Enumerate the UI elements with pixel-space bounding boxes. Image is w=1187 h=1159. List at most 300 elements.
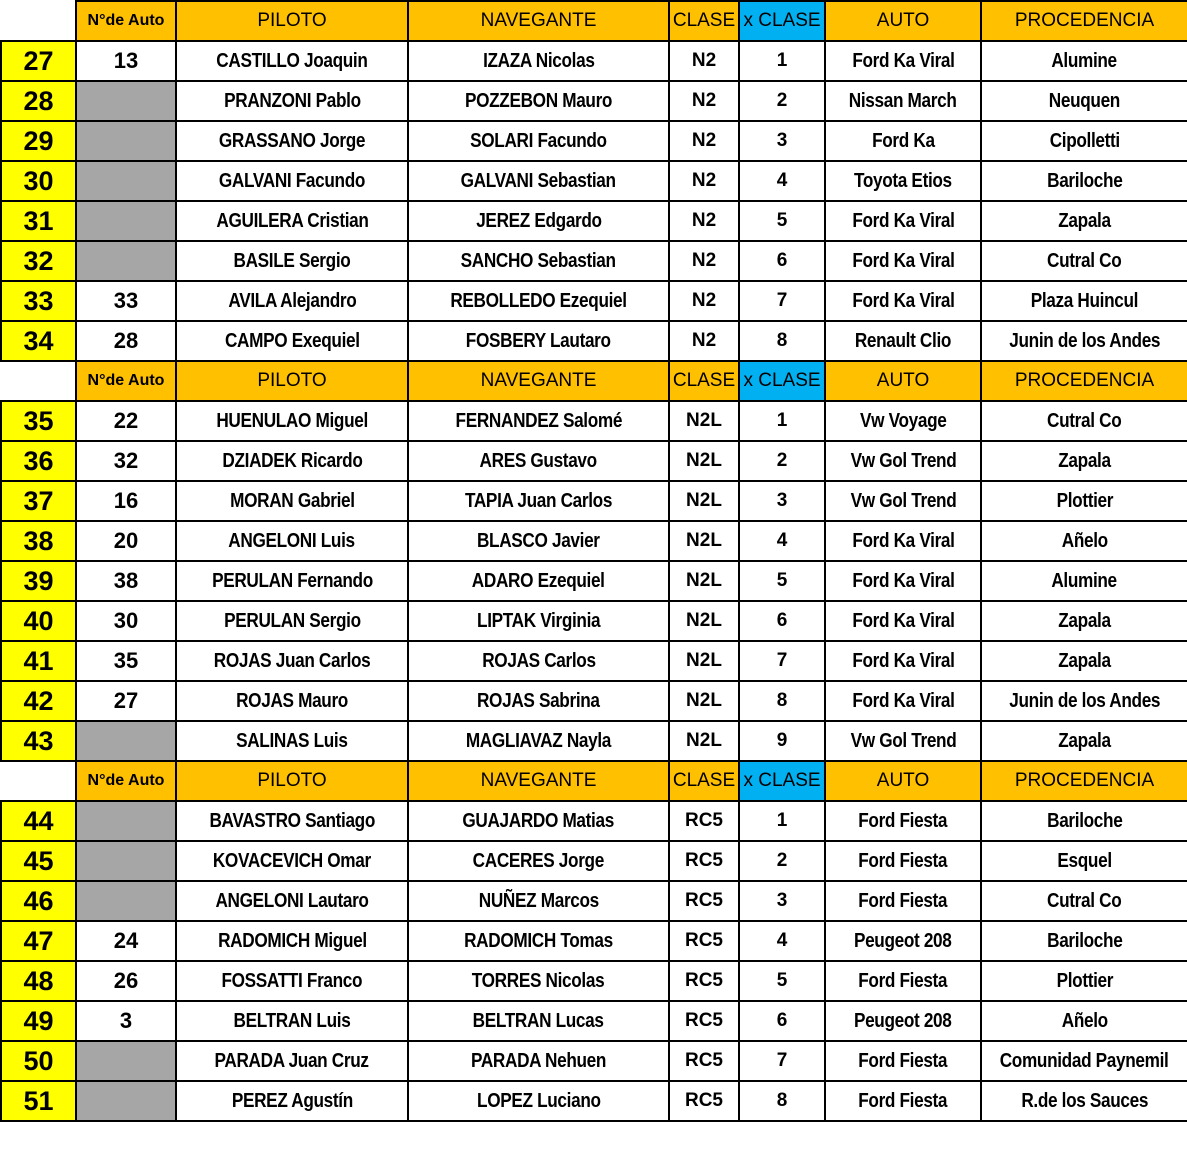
position-cell: 29: [1, 121, 76, 161]
car-number-cell: [76, 241, 176, 281]
navigator-cell: [408, 401, 669, 441]
table-row: [1, 161, 1187, 201]
navigator-cell-text: POZZEBON Mauro: [464, 89, 613, 112]
origin-cell-text: Cipolletti: [1049, 129, 1120, 152]
origin-cell-text: Añelo: [1061, 1009, 1108, 1032]
origin-cell-text: Junin de los Andes: [1009, 329, 1160, 352]
car-cell: [825, 961, 981, 1001]
car-cell: [825, 121, 981, 161]
car-cell-text: Ford Ka: [871, 129, 935, 152]
navigator-cell: [408, 201, 669, 241]
navigator-cell-text: SOLARI Facundo: [470, 129, 607, 152]
table-row: [1, 121, 1187, 161]
car-cell: [825, 441, 981, 481]
position-cell: 35: [1, 401, 76, 441]
class-cell: N2: [669, 241, 739, 281]
pilot-cell-text: AVILA Alejandro: [227, 289, 356, 312]
navigator-cell: [408, 801, 669, 841]
class-cell: RC5: [669, 881, 739, 921]
origin-cell-text: Zapala: [1058, 649, 1111, 672]
origin-cell: [981, 641, 1187, 681]
car-number-cell: 20: [76, 521, 176, 561]
navigator-cell: [408, 681, 669, 721]
position-cell: 33: [1, 281, 76, 321]
pilot-cell: [176, 441, 408, 481]
origin-cell-text: Neuquen: [1048, 89, 1121, 112]
car-cell-text: Vw Gol Trend: [850, 489, 956, 512]
position-cell: 37: [1, 481, 76, 521]
pilot-cell: [176, 201, 408, 241]
pilot-cell: [176, 1041, 408, 1081]
car-cell: [825, 241, 981, 281]
navigator-cell-text: TAPIA Juan Carlos: [464, 489, 613, 512]
per-class-cell: 1: [739, 801, 825, 841]
car-number-cell: [76, 161, 176, 201]
car-cell: [825, 641, 981, 681]
per-class-cell: 5: [739, 561, 825, 601]
table-row: [1, 1001, 1187, 1041]
car-cell: [825, 681, 981, 721]
pilot-cell-text: ROJAS Mauro: [236, 689, 348, 712]
car-number-cell: [76, 81, 176, 121]
car-number-cell: 24: [76, 921, 176, 961]
navigator-cell: [408, 241, 669, 281]
pilot-cell-text: MORAN Gabriel: [229, 489, 355, 512]
pilot-cell: [176, 81, 408, 121]
pilot-cell-text: CAMPO Exequiel: [224, 329, 360, 352]
origin-cell: [981, 121, 1187, 161]
origin-cell-text: Comunidad Paynemil: [1000, 1049, 1169, 1072]
header-origin: PROCEDENCIA: [981, 1, 1187, 41]
pilot-cell-text: ANGELONI Lautaro: [215, 889, 369, 912]
per-class-cell: 8: [739, 321, 825, 361]
car-cell: [825, 201, 981, 241]
per-class-cell: 1: [739, 401, 825, 441]
position-cell: 49: [1, 1001, 76, 1041]
navigator-cell-text: CACERES Jorge: [472, 849, 605, 872]
per-class-cell: 2: [739, 441, 825, 481]
navigator-cell: [408, 921, 669, 961]
section-header-row: [1, 761, 1187, 801]
table-row: [1, 401, 1187, 441]
car-cell-text: Ford Fiesta: [858, 1049, 948, 1072]
position-cell: 31: [1, 201, 76, 241]
header-pilot: PILOTO: [176, 761, 408, 801]
pilot-cell: [176, 721, 408, 761]
table-row: [1, 281, 1187, 321]
navigator-cell-text: FERNANDEZ Salomé: [455, 409, 622, 432]
class-cell: N2: [669, 201, 739, 241]
class-cell: RC5: [669, 1081, 739, 1121]
table-row: [1, 841, 1187, 881]
car-cell-text: Ford Ka Viral: [851, 689, 955, 712]
car-number-cell: [76, 721, 176, 761]
per-class-cell: 4: [739, 521, 825, 561]
pilot-cell-text: PERULAN Sergio: [223, 609, 361, 632]
per-class-cell: 9: [739, 721, 825, 761]
table-row: [1, 961, 1187, 1001]
origin-cell: [981, 321, 1187, 361]
origin-cell: [981, 41, 1187, 81]
car-number-cell: 35: [76, 641, 176, 681]
class-cell: N2L: [669, 401, 739, 441]
pilot-cell-text: RADOMICH Miguel: [217, 929, 367, 952]
car-cell: [825, 161, 981, 201]
origin-cell: [981, 161, 1187, 201]
pilot-cell-text: DZIADEK Ricardo: [221, 449, 363, 472]
pilot-cell-text: GALVANI Facundo: [218, 169, 366, 192]
table-row: [1, 721, 1187, 761]
origin-cell: [981, 81, 1187, 121]
class-cell: N2: [669, 121, 739, 161]
origin-cell: [981, 961, 1187, 1001]
navigator-cell-text: TORRES Nicolas: [472, 969, 605, 992]
origin-cell: [981, 601, 1187, 641]
car-cell-text: Toyota Etios: [854, 169, 952, 192]
pilot-cell: [176, 41, 408, 81]
class-cell: N2: [669, 81, 739, 121]
pilot-cell-text: FOSSATTI Franco: [221, 969, 363, 992]
navigator-cell-text: MAGLIAVAZ Nayla: [465, 729, 612, 752]
position-cell: 48: [1, 961, 76, 1001]
table-row: [1, 241, 1187, 281]
car-cell-text: Vw Gol Trend: [850, 729, 956, 752]
position-cell: 32: [1, 241, 76, 281]
navigator-cell: [408, 81, 669, 121]
navigator-cell: [408, 1041, 669, 1081]
navigator-cell-text: ROJAS Carlos: [481, 649, 596, 672]
car-cell-text: Ford Ka Viral: [851, 609, 955, 632]
origin-cell-text: Zapala: [1058, 609, 1111, 632]
pilot-cell-text: ROJAS Juan Carlos: [213, 649, 371, 672]
pilot-cell: [176, 561, 408, 601]
navigator-cell: [408, 881, 669, 921]
origin-cell-text: Zapala: [1058, 449, 1111, 472]
pilot-cell-text: GRASSANO Jorge: [218, 129, 366, 152]
origin-cell-text: Bariloche: [1046, 929, 1123, 952]
pilot-cell: [176, 921, 408, 961]
car-cell-text: Ford Ka Viral: [851, 529, 955, 552]
navigator-cell: [408, 521, 669, 561]
class-cell: N2L: [669, 681, 739, 721]
per-class-cell: 4: [739, 921, 825, 961]
navigator-cell-text: FOSBERY Lautaro: [466, 329, 611, 352]
pilot-cell-text: PERULAN Fernando: [211, 569, 373, 592]
header-navigator: NAVEGANTE: [408, 361, 669, 401]
origin-cell-text: R.de los Sauces: [1021, 1089, 1148, 1112]
per-class-cell: 3: [739, 121, 825, 161]
header-car-number: N°de Auto: [76, 1, 176, 41]
header-car: AUTO: [825, 361, 981, 401]
origin-cell: [981, 521, 1187, 561]
header-car: AUTO: [825, 761, 981, 801]
origin-cell-text: Zapala: [1058, 729, 1111, 752]
navigator-cell: [408, 321, 669, 361]
pilot-cell: [176, 321, 408, 361]
header-navigator: NAVEGANTE: [408, 1, 669, 41]
car-cell: [825, 321, 981, 361]
class-cell: N2L: [669, 521, 739, 561]
origin-cell-text: Plottier: [1056, 489, 1113, 512]
pilot-cell-text: PRANZONI Pablo: [223, 89, 361, 112]
navigator-cell-text: GALVANI Sebastian: [460, 169, 617, 192]
position-cell: 40: [1, 601, 76, 641]
car-number-cell: 33: [76, 281, 176, 321]
navigator-cell-text: SANCHO Sebastian: [460, 249, 617, 272]
class-cell: N2: [669, 41, 739, 81]
car-cell: [825, 561, 981, 601]
pilot-cell: [176, 1001, 408, 1041]
car-cell-text: Ford Fiesta: [858, 1089, 948, 1112]
origin-cell: [981, 1041, 1187, 1081]
origin-cell: [981, 801, 1187, 841]
header-blank-cell: [1, 761, 76, 801]
origin-cell-text: Plottier: [1056, 969, 1113, 992]
pilot-cell-text: AGUILERA Cristian: [215, 209, 369, 232]
navigator-cell-text: JEREZ Edgardo: [475, 209, 602, 232]
pilot-cell: [176, 481, 408, 521]
pilot-cell: [176, 881, 408, 921]
origin-cell-text: Esquel: [1057, 849, 1112, 872]
header-origin: PROCEDENCIA: [981, 761, 1187, 801]
car-cell-text: Ford Ka Viral: [851, 289, 955, 312]
pilot-cell-text: ANGELONI Luis: [228, 529, 356, 552]
table-row: [1, 1081, 1187, 1121]
position-cell: 27: [1, 41, 76, 81]
navigator-cell: [408, 1081, 669, 1121]
car-number-cell: 13: [76, 41, 176, 81]
car-cell: [825, 1041, 981, 1081]
car-cell-text: Ford Fiesta: [858, 809, 948, 832]
table-row: [1, 881, 1187, 921]
car-cell-text: Nissan March: [849, 89, 957, 112]
position-cell: 30: [1, 161, 76, 201]
origin-cell: [981, 401, 1187, 441]
car-number-cell: 26: [76, 961, 176, 1001]
position-cell: 41: [1, 641, 76, 681]
navigator-cell: [408, 281, 669, 321]
per-class-cell: 7: [739, 1041, 825, 1081]
car-cell-text: Ford Ka Viral: [851, 249, 955, 272]
pilot-cell: [176, 801, 408, 841]
header-car-number: N°de Auto: [76, 361, 176, 401]
pilot-cell: [176, 961, 408, 1001]
navigator-cell-text: LIPTAK Virginia: [476, 609, 601, 632]
pilot-cell: [176, 521, 408, 561]
car-cell-text: Vw Gol Trend: [850, 449, 956, 472]
header-class: CLASE: [669, 361, 739, 401]
results-table-body: [1, 1, 1187, 1121]
car-number-cell: 28: [76, 321, 176, 361]
navigator-cell: [408, 601, 669, 641]
origin-cell-text: Alumine: [1051, 49, 1118, 72]
origin-cell: [981, 481, 1187, 521]
car-cell: [825, 881, 981, 921]
origin-cell-text: Cutral Co: [1047, 889, 1122, 912]
car-number-cell: 27: [76, 681, 176, 721]
class-cell: N2: [669, 281, 739, 321]
origin-cell: [981, 921, 1187, 961]
car-cell: [825, 81, 981, 121]
class-cell: N2L: [669, 721, 739, 761]
car-number-cell: 38: [76, 561, 176, 601]
per-class-cell: 5: [739, 201, 825, 241]
car-cell-text: Ford Ka Viral: [851, 569, 955, 592]
header-car: AUTO: [825, 1, 981, 41]
section-header-row: [1, 1, 1187, 41]
navigator-cell: [408, 481, 669, 521]
origin-cell-text: Bariloche: [1046, 169, 1123, 192]
per-class-cell: 6: [739, 241, 825, 281]
table-row: [1, 681, 1187, 721]
position-cell: 39: [1, 561, 76, 601]
origin-cell-text: Zapala: [1058, 209, 1111, 232]
class-cell: RC5: [669, 1001, 739, 1041]
position-cell: 44: [1, 801, 76, 841]
pilot-cell: [176, 161, 408, 201]
navigator-cell-text: BLASCO Javier: [477, 529, 600, 552]
car-number-cell: 30: [76, 601, 176, 641]
origin-cell: [981, 681, 1187, 721]
origin-cell-text: Plaza Huincul: [1030, 289, 1139, 312]
class-cell: N2L: [669, 441, 739, 481]
car-number-cell: [76, 121, 176, 161]
pilot-cell-text: BELTRAN Luis: [233, 1009, 351, 1032]
car-cell: [825, 1001, 981, 1041]
origin-cell: [981, 241, 1187, 281]
pilot-cell-text: PARADA Juan Cruz: [214, 1049, 370, 1072]
per-class-cell: 7: [739, 281, 825, 321]
per-class-cell: 5: [739, 961, 825, 1001]
pilot-cell: [176, 641, 408, 681]
table-row: [1, 441, 1187, 481]
pilot-cell-text: BASILE Sergio: [233, 249, 351, 272]
class-cell: RC5: [669, 801, 739, 841]
per-class-cell: 3: [739, 881, 825, 921]
origin-cell: [981, 881, 1187, 921]
section-header-row: [1, 361, 1187, 401]
origin-cell: [981, 201, 1187, 241]
pilot-cell: [176, 401, 408, 441]
class-cell: N2L: [669, 561, 739, 601]
pilot-cell-text: BAVASTRO Santiago: [209, 809, 375, 832]
position-cell: 46: [1, 881, 76, 921]
car-number-cell: [76, 841, 176, 881]
car-number-cell: [76, 801, 176, 841]
car-cell: [825, 921, 981, 961]
class-cell: N2L: [669, 601, 739, 641]
navigator-cell-text: PARADA Nehuen: [470, 1049, 607, 1072]
position-cell: 43: [1, 721, 76, 761]
origin-cell: [981, 721, 1187, 761]
header-blank-cell: [1, 361, 76, 401]
table-row: [1, 561, 1187, 601]
class-cell: RC5: [669, 1041, 739, 1081]
navigator-cell-text: BELTRAN Lucas: [473, 1009, 604, 1032]
car-cell-text: Renault Clio: [854, 329, 952, 352]
pilot-cell-text: SALINAS Luis: [236, 729, 348, 752]
per-class-cell: 2: [739, 81, 825, 121]
class-cell: N2L: [669, 481, 739, 521]
pilot-cell: [176, 281, 408, 321]
header-navigator: NAVEGANTE: [408, 761, 669, 801]
car-cell: [825, 1081, 981, 1121]
header-class: CLASE: [669, 1, 739, 41]
position-cell: 38: [1, 521, 76, 561]
navigator-cell-text: ROJAS Sabrina: [477, 689, 600, 712]
class-cell: N2: [669, 161, 739, 201]
navigator-cell-text: LOPEZ Luciano: [476, 1089, 601, 1112]
car-cell: [825, 481, 981, 521]
header-class: CLASE: [669, 761, 739, 801]
navigator-cell-text: RADOMICH Tomas: [464, 929, 613, 952]
car-cell: [825, 41, 981, 81]
car-cell: [825, 281, 981, 321]
position-cell: 42: [1, 681, 76, 721]
class-cell: N2L: [669, 641, 739, 681]
header-per-class: x CLASE: [739, 1, 825, 41]
origin-cell-text: Cutral Co: [1047, 249, 1122, 272]
header-per-class: x CLASE: [739, 361, 825, 401]
header-pilot: PILOTO: [176, 361, 408, 401]
origin-cell-text: Junin de los Andes: [1009, 689, 1160, 712]
origin-cell: [981, 1081, 1187, 1121]
car-cell-text: Ford Fiesta: [858, 849, 948, 872]
car-cell-text: Vw Voyage: [859, 409, 947, 432]
navigator-cell-text: GUAJARDO Matias: [462, 809, 615, 832]
header-pilot: PILOTO: [176, 1, 408, 41]
table-row: [1, 41, 1187, 81]
class-cell: RC5: [669, 961, 739, 1001]
per-class-cell: 8: [739, 1081, 825, 1121]
car-cell: [825, 841, 981, 881]
car-cell-text: Ford Ka Viral: [851, 209, 955, 232]
navigator-cell: [408, 441, 669, 481]
table-row: [1, 481, 1187, 521]
header-blank-cell: [1, 1, 76, 41]
pilot-cell: [176, 841, 408, 881]
per-class-cell: 8: [739, 681, 825, 721]
pilot-cell: [176, 601, 408, 641]
per-class-cell: 1: [739, 41, 825, 81]
car-cell: [825, 801, 981, 841]
car-cell-text: Ford Fiesta: [858, 969, 948, 992]
table-row: [1, 321, 1187, 361]
header-origin: PROCEDENCIA: [981, 361, 1187, 401]
per-class-cell: 6: [739, 601, 825, 641]
car-cell-text: Ford Fiesta: [858, 889, 948, 912]
pilot-cell: [176, 241, 408, 281]
origin-cell: [981, 841, 1187, 881]
car-cell: [825, 721, 981, 761]
origin-cell: [981, 441, 1187, 481]
table-row: [1, 921, 1187, 961]
per-class-cell: 3: [739, 481, 825, 521]
navigator-cell: [408, 1001, 669, 1041]
position-cell: 28: [1, 81, 76, 121]
table-row: [1, 641, 1187, 681]
table-row: [1, 81, 1187, 121]
car-number-cell: 32: [76, 441, 176, 481]
header-car-number: N°de Auto: [76, 761, 176, 801]
car-number-cell: 22: [76, 401, 176, 441]
navigator-cell-text: ARES Gustavo: [479, 449, 598, 472]
origin-cell: [981, 561, 1187, 601]
car-cell: [825, 401, 981, 441]
navigator-cell-text: REBOLLEDO Ezequiel: [450, 289, 627, 312]
class-cell: N2: [669, 321, 739, 361]
navigator-cell: [408, 641, 669, 681]
